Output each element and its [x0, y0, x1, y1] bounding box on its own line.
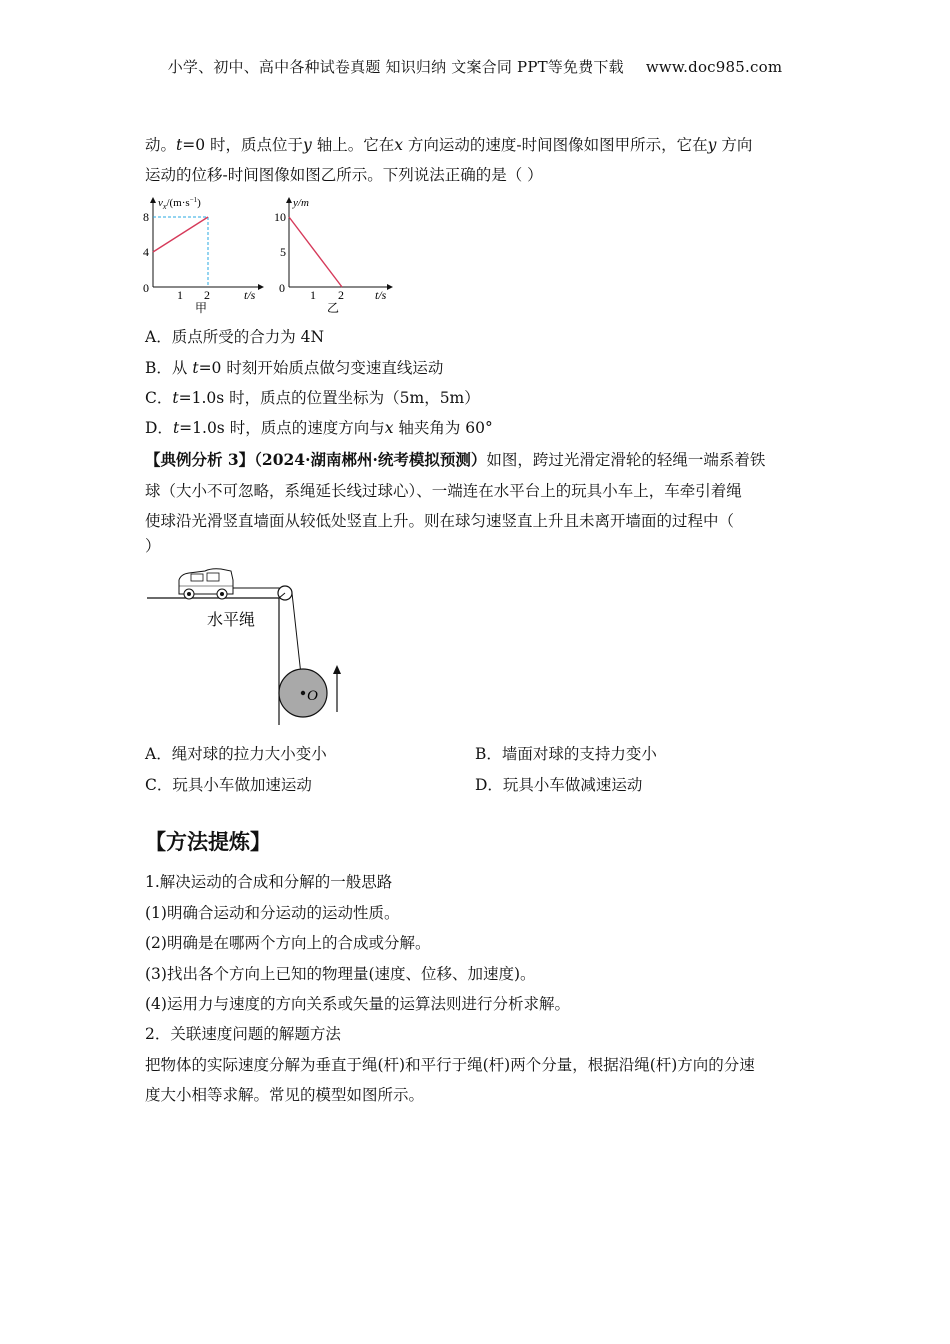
method-p3: (2)明确是在哪两个方向上的合成或分解。	[145, 934, 431, 952]
toy-car	[179, 569, 233, 599]
method-p2: (1)明确合运动和分运动的运动性质。	[145, 904, 400, 922]
method-p4: (3)找出各个方向上已知的物理量(速度、位移、加速度)。	[145, 965, 536, 983]
yi-xtick-1: 1	[310, 288, 316, 302]
problem2-option-d: D．t=1.0s 时，质点的速度方向与x 轴夹角为 60°	[145, 419, 493, 437]
graph-yi	[272, 192, 397, 316]
page-header	[0, 56, 950, 77]
problem3-option-c: C．玩具小车做加速运动	[145, 776, 312, 794]
yi-origin: 0	[279, 281, 285, 295]
problem2-option-a: A．质点所受的合力为 4N	[145, 328, 325, 346]
pulley-figure	[145, 560, 355, 730]
jia-ylabel: $v_x/(m\cdot s^{-1})$	[158, 196, 201, 211]
yi-yt-line	[289, 217, 342, 287]
header-title: 小学、初中、高中各种试卷真题 知识归纳 文案合同 PPT等免费下载	[167, 58, 624, 76]
yi-ytick-5: 5	[280, 245, 286, 259]
problem2-option-b: B．从 t=0 时刻开始质点做匀变速直线运动	[145, 359, 444, 377]
jia-vt-line	[153, 217, 208, 252]
jia-caption: 甲	[195, 301, 208, 315]
ball-center	[301, 691, 305, 695]
problem2-line1: 动。t=0 时，质点位于y 轴上。它在x 方向运动的速度-时间图像如图甲所示，它在y 方向	[145, 136, 753, 154]
problem3-tag: 【典例分析 3】（2024·湖南郴州·统考模拟预测）	[145, 450, 487, 469]
problem3-option-b: B．墙面对球的支持力变小	[475, 745, 657, 763]
jia-xtick-1: 1	[177, 288, 183, 302]
jia-origin: 0	[143, 281, 149, 295]
header-url: www.doc985.com	[645, 58, 783, 76]
yi-xtick-2: 2	[338, 288, 344, 302]
problem3-line4: ）	[145, 537, 161, 555]
method-p1: 1.解决运动的合成和分解的一般思路	[145, 873, 393, 891]
problem3-option-a: A．绳对球的拉力大小变小	[145, 745, 327, 763]
problem2-line2: 运动的位移-时间图像如图乙所示。下列说法正确的是（ ）	[145, 166, 543, 184]
problem3-line1: 【典例分析 3】（2024·湖南郴州·统考模拟预测）如图，跨过光滑定滑轮的轻绳一端系着铁	[145, 450, 766, 469]
problem3-option-d: D．玩具小车做减速运动	[475, 776, 643, 794]
yi-xlabel: t/s	[375, 288, 387, 302]
method-p5: (4)运用力与速度的方向关系或矢量的运算法则进行分析求解。	[145, 995, 570, 1013]
jia-ytick-8: 8	[143, 210, 149, 224]
problem3-line2: 球（大小不可忽略，系绳延长线过球心）、一端连在水平台上的玩具小车上，车牵引着绳	[145, 482, 742, 500]
method-heading: 【方法提炼】	[145, 830, 271, 854]
ball-center-label: O	[307, 688, 318, 704]
method-p7: 把物体的实际速度分解为垂直于绳(杆)和平行于绳(杆)两个分量，根据沿绳(杆)方向的分速	[145, 1056, 755, 1074]
problem2-option-c: C．t=1.0s 时，质点的位置坐标为（5m，5m）	[145, 389, 480, 407]
jia-xtick-2: 2	[204, 288, 210, 302]
yi-ytick-10: 10	[274, 210, 286, 224]
jia-ytick-4: 4	[143, 245, 149, 259]
velocity-arrow-head	[333, 665, 341, 674]
yi-ylabel: y/m	[293, 197, 309, 209]
yi-caption: 乙	[327, 301, 340, 315]
rope-label: 水平绳	[207, 612, 256, 629]
graph-jia	[140, 192, 270, 316]
method-p8: 度大小相等求解。常见的模型如图所示。	[145, 1086, 425, 1104]
method-p6: 2．关联速度问题的解题方法	[145, 1025, 341, 1043]
problem3-line3: 使球沿光滑竖直墙面从较低处竖直上升。则在球匀速竖直上升且未离开墙面的过程中（	[145, 512, 735, 530]
jia-xlabel: t/s	[244, 288, 256, 302]
